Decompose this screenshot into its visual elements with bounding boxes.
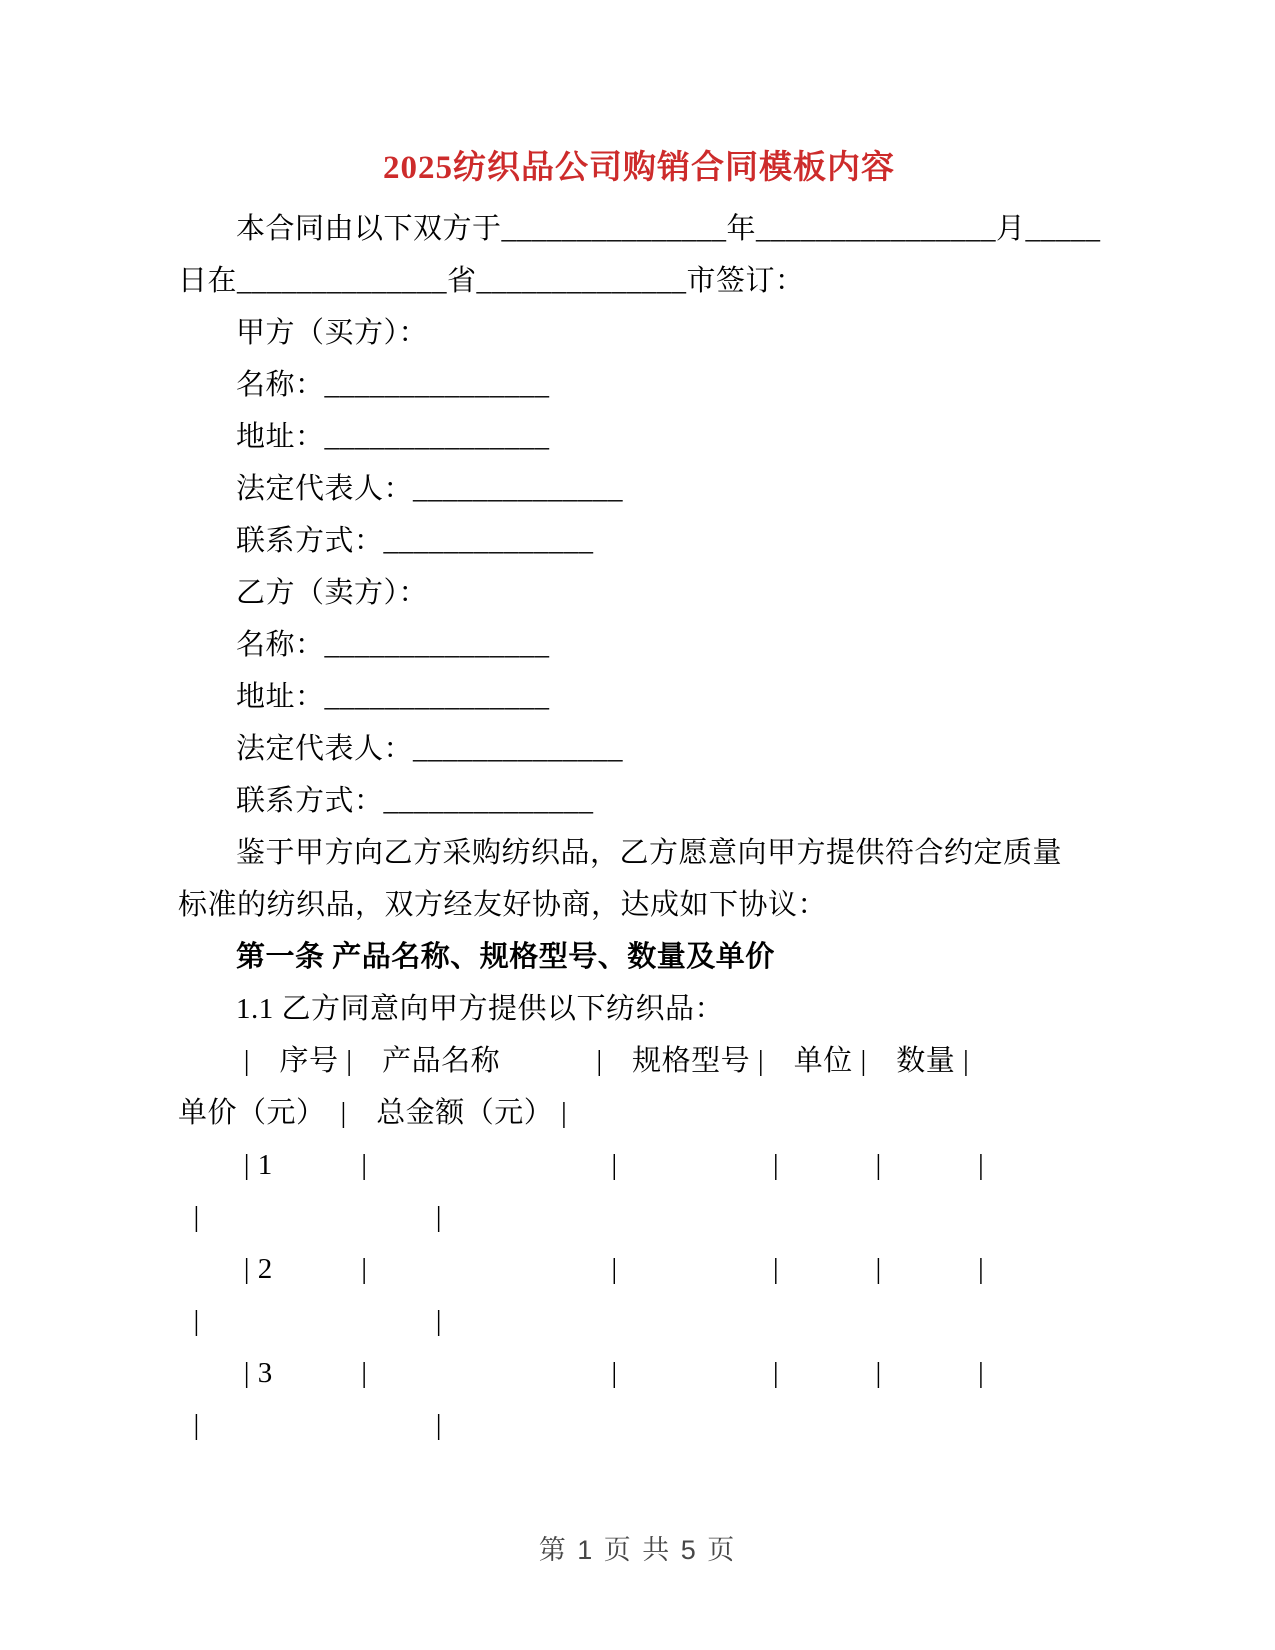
clause-1-1-text: 1.1 乙方同意向甲方提供以下纺织品： bbox=[236, 993, 725, 1025]
product-table-row-1-line-1: | 1 | | | | | bbox=[236, 1149, 985, 1181]
page-footer: 第 1 页 共 5 页 bbox=[538, 1535, 737, 1565]
party-b-contact-field: 联系方式：______________ bbox=[236, 785, 594, 817]
party-b-representative-field: 法定代表人：______________ bbox=[236, 733, 624, 765]
party-b-heading: 乙方（卖方）： bbox=[236, 577, 429, 609]
party-a-address-field: 地址：_______________ bbox=[236, 421, 550, 453]
party-b-name-field: 名称：_______________ bbox=[236, 629, 550, 661]
product-table-header-line-1: | 序号 | 产品名称 | 规格型号 | 单位 | 数量 | bbox=[236, 1045, 970, 1077]
product-table-row-3-line-1: | 3 | | | | | bbox=[236, 1357, 985, 1389]
clause-1-heading: 第一条 产品名称、规格型号、数量及单价 bbox=[236, 941, 775, 973]
product-table-header-line-2: 单价（元） | 总金额（元） | bbox=[178, 1097, 568, 1129]
recital-line-1: 鉴于甲方向乙方采购纺织品，乙方愿意向甲方提供符合约定质量 bbox=[236, 837, 1063, 869]
intro-date-line-1: 本合同由以下双方于_______________年________________月_____ bbox=[236, 213, 1101, 245]
product-table-row-3-line-2: | | bbox=[178, 1409, 443, 1441]
party-a-name-field: 名称：_______________ bbox=[236, 369, 550, 401]
party-a-representative-field: 法定代表人：______________ bbox=[236, 473, 624, 505]
party-a-contact-field: 联系方式：______________ bbox=[236, 525, 594, 557]
document-body bbox=[178, 203, 1100, 1451]
party-b-address-field: 地址：_______________ bbox=[236, 681, 550, 713]
product-table-row-2-line-2: | | bbox=[178, 1305, 443, 1337]
party-a-heading: 甲方（买方）： bbox=[236, 317, 429, 349]
product-table-row-1-line-2: | | bbox=[178, 1201, 443, 1233]
recital-line-2: 标准的纺织品，双方经友好协商，达成如下协议： bbox=[178, 889, 828, 921]
document-content bbox=[178, 147, 1100, 1451]
page-title: 2025纺织品公司购销合同模板内容 bbox=[383, 150, 895, 186]
product-table-row-2-line-1: | 2 | | | | | bbox=[236, 1253, 985, 1285]
intro-date-line-2: 日在______________省______________市签订： bbox=[178, 265, 805, 297]
